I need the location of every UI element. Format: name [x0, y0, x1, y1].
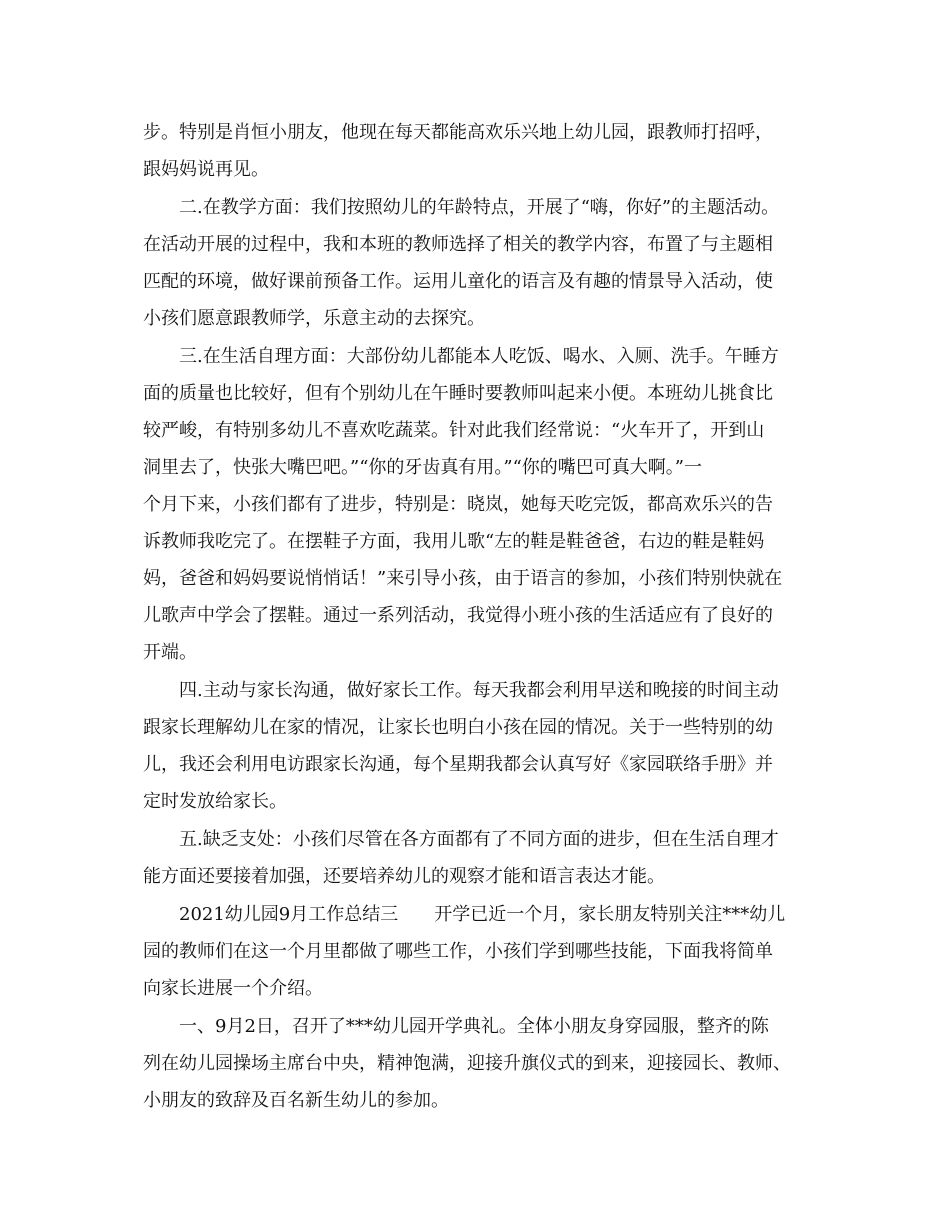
text-line: 在活动开展的过程中，我和本班的教师选择了相关的教学内容，布置了与主题相: [143, 234, 773, 255]
text-line: 较严峻，有特别多幼儿不喜欢吃蔬菜。针对此我们经常说：“火车开了，开到山: [143, 420, 765, 441]
text-line: 跟家长理解幼儿在家的情况，让家长也明白小孩在园的情况。关于一些特别的幼: [143, 717, 773, 738]
text-line: 小孩们愿意跟教师学，乐意主动的去探究。: [143, 308, 485, 329]
text-line: 小朋友的致辞及百名新生幼儿的参加。: [143, 1090, 449, 1111]
paragraph: [143, 672, 815, 820]
text-line: 2021幼儿园9月工作总结三 开学已近一个月，家长朋友特别关注***幼儿: [179, 904, 786, 925]
text-line: 三.在生活自理方面：大部份幼儿都能本人吃饭、喝水、入厕、洗手。午睡方: [179, 346, 779, 367]
text-line: 五.缺乏支处：小孩们尽管在各方面都有了不同方面的进步，但在生活自理才: [179, 829, 779, 850]
text-line: 匹配的环境，做好课前预备工作。运用儿童化的语言及有趣的情景导入活动，使: [143, 271, 773, 292]
paragraph: [143, 1008, 815, 1119]
text-line: 能方面还要接着加强，还要培养幼儿的观察才能和语言表达才能。: [143, 866, 665, 887]
text-line: 洞里去了，快张大嘴巴吧。”“你的牙齿真有用。”“你的嘴巴可真大啊。”一: [143, 457, 703, 478]
text-line: 二.在教学方面：我们按照幼儿的年龄特点，开展了“嗨，你好”的主题活动。: [179, 197, 780, 218]
paragraph: [143, 114, 815, 188]
text-line: 开端。: [143, 642, 197, 663]
text-line: 向家长进展一个介绍。: [143, 978, 323, 999]
text-line: 园的教师们在这一个月里都做了哪些工作，小孩们学到哪些技能，下面我将简单: [143, 941, 773, 962]
text-line: 诉教师我吃完了。在摆鞋子方面，我用儿歌“左的鞋是鞋爸爸，右边的鞋是鞋妈: [143, 531, 765, 552]
text-line: 一、9月2日，召开了***幼儿园开学典礼。全体小朋友身穿园服，整齐的陈: [179, 1016, 769, 1037]
paragraph: [143, 338, 815, 671]
paragraph: [143, 896, 815, 1007]
text-line: 定时发放给家长。: [143, 791, 287, 812]
text-line: 儿歌声中学会了摆鞋。通过一系列活动，我觉得小班小孩的生活适应有了良好的: [143, 605, 773, 626]
text-line: 个月下来，小孩们都有了进步，特别是：晓岚，她每天吃完饭，都高欢乐兴的告: [143, 494, 773, 515]
paragraph: [143, 189, 815, 337]
text-line: 儿，我还会利用电访跟家长沟通，每个星期我都会认真写好《家园联络手册》并: [143, 754, 773, 775]
text-line: 跟妈妈说再见。: [143, 159, 269, 180]
document-body: [143, 114, 815, 1120]
text-line: 步。特别是肖恒小朋友，他现在每天都能高欢乐兴地上幼儿园，跟教师打招呼，: [143, 122, 773, 143]
text-line: 面的质量也比较好，但有个别幼儿在午睡时要教师叫起来小便。本班幼儿挑食比: [143, 383, 773, 404]
paragraph: [143, 821, 815, 895]
text-line: 四.主动与家长沟通，做好家长工作。每天我都会利用早送和晚接的时间主动: [179, 680, 779, 701]
text-line: 妈，爸爸和妈妈要说悄悄话！”来引导小孩，由于语言的参加，小孩们特别快就在: [143, 568, 783, 589]
text-line: 列在幼儿园操场主席台中央，精神饱满，迎接升旗仪式的到来，迎接园长、教师、: [143, 1053, 791, 1074]
